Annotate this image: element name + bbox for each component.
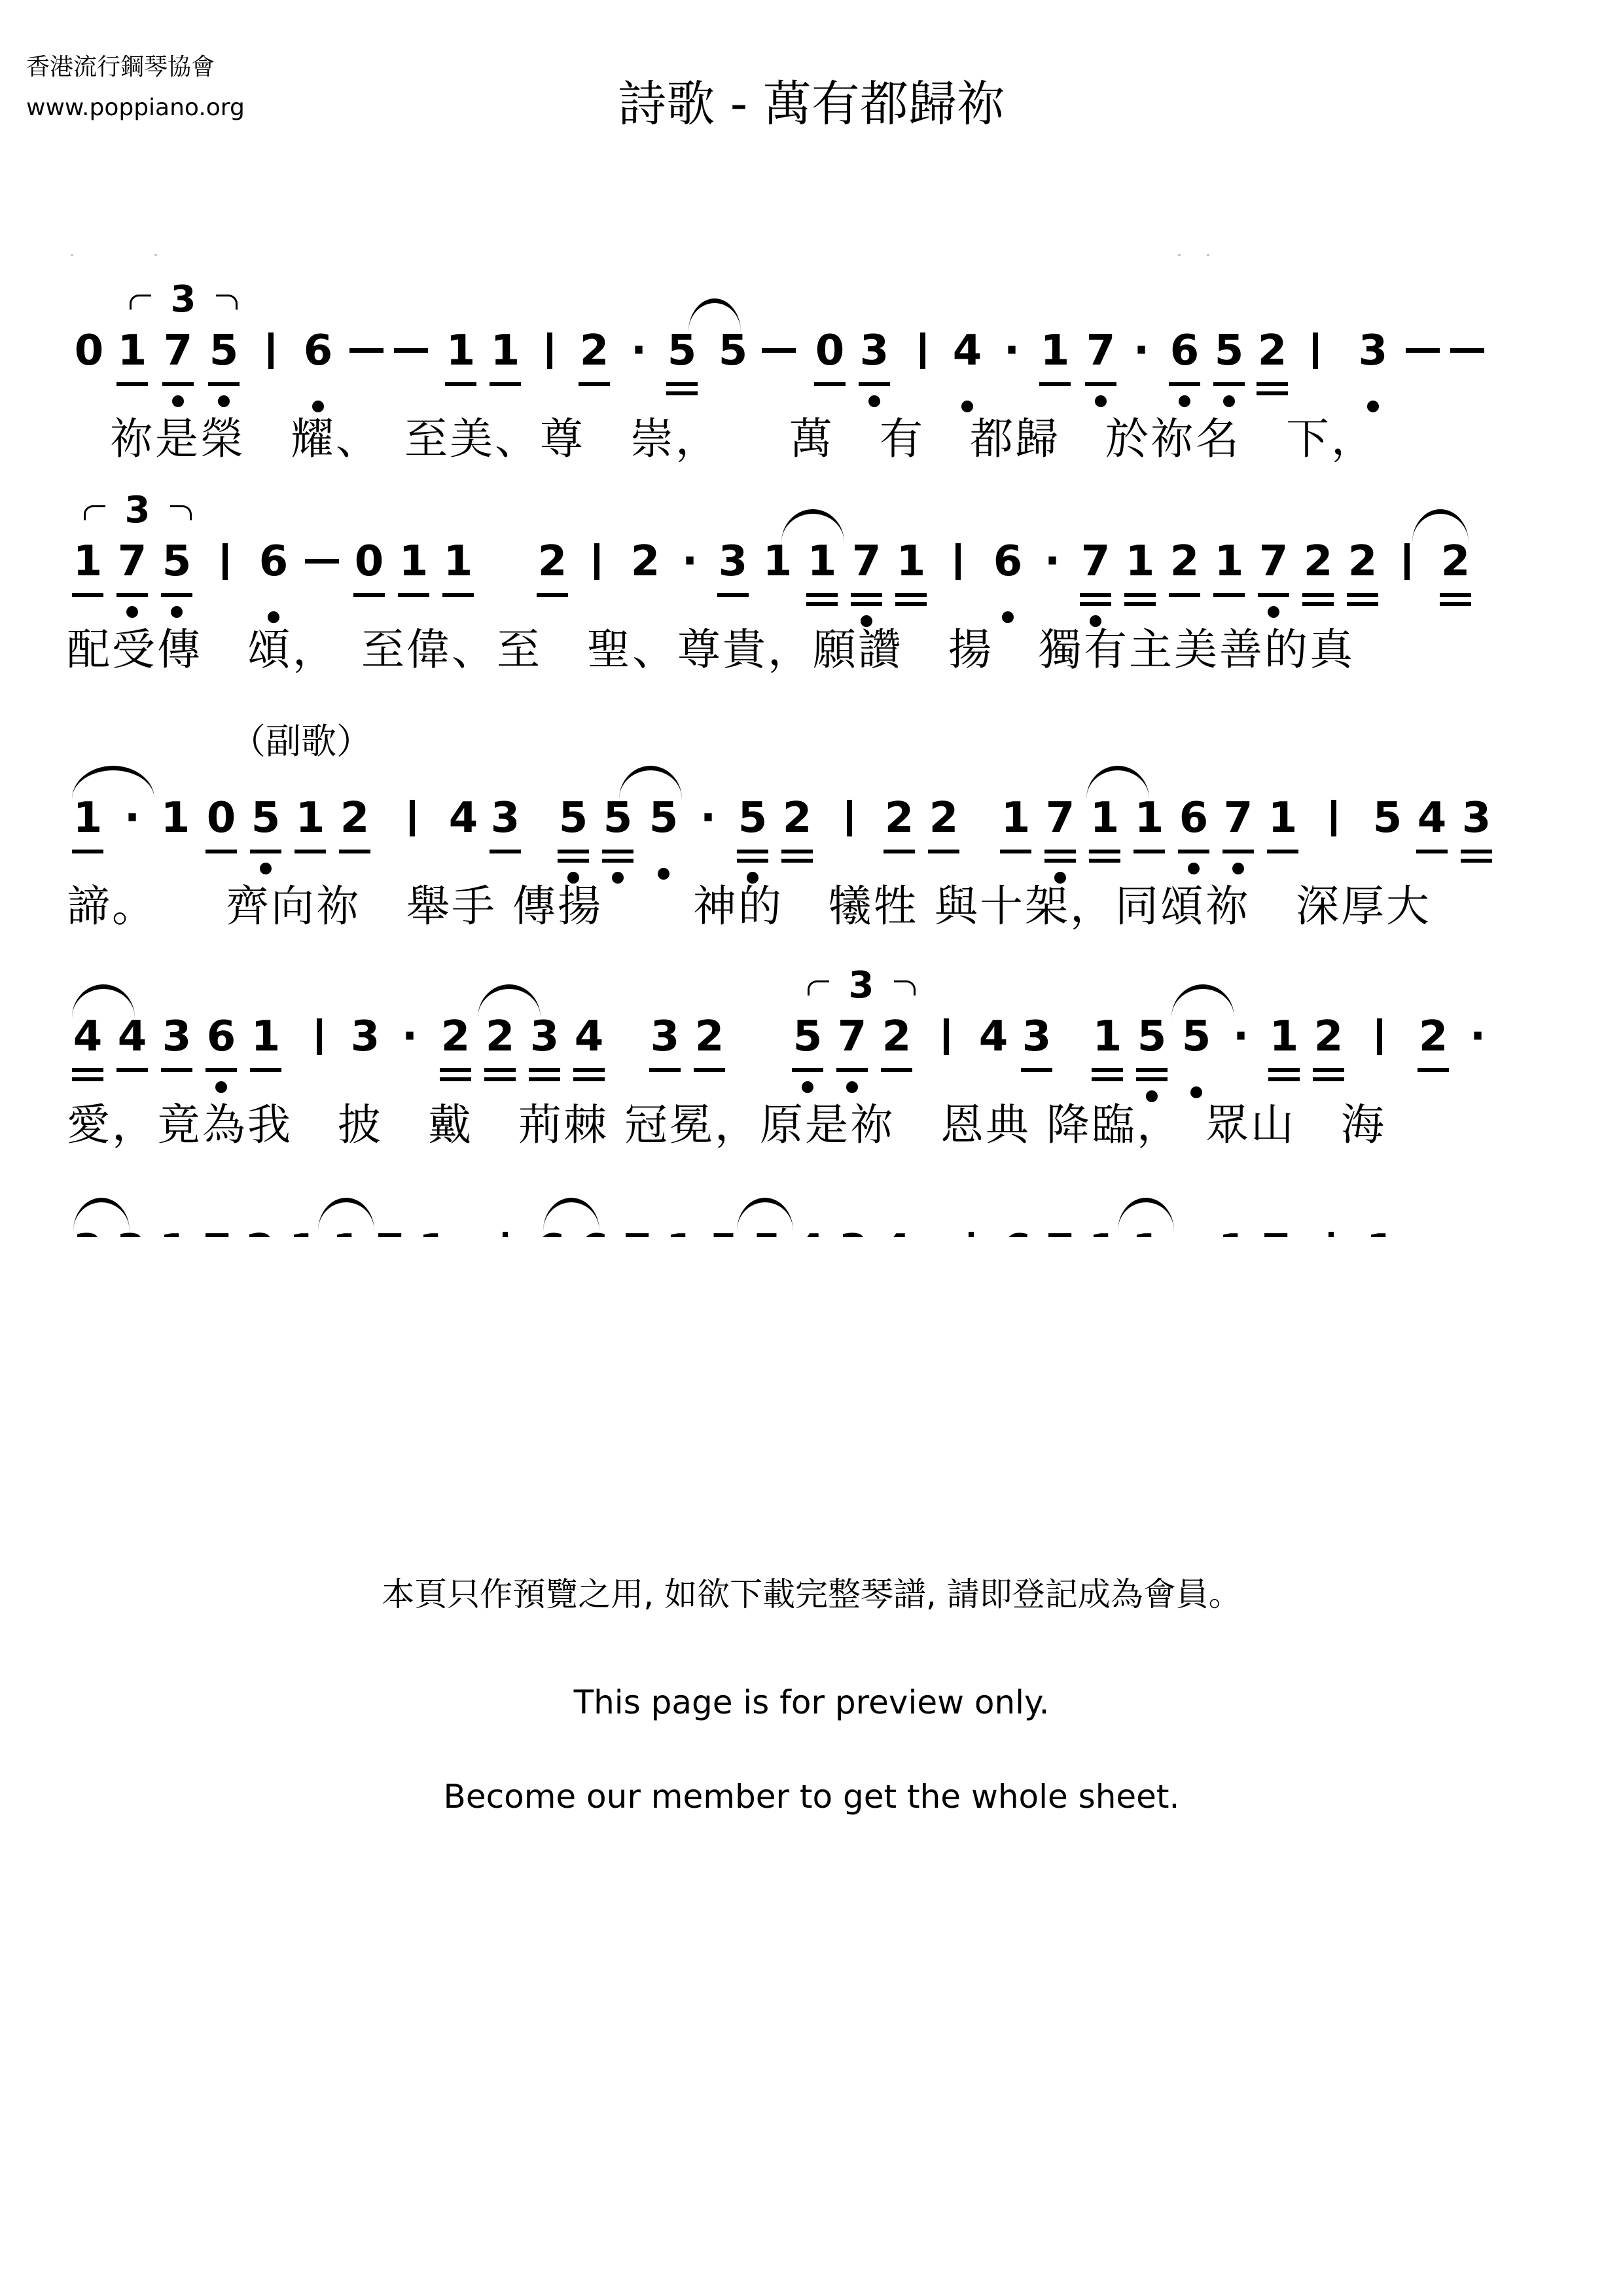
lyrics-line-1: 祢是榮 耀、 至美、尊 崇， 萬 有 都歸 於祢名 下， bbox=[110, 414, 1376, 464]
note: 7 bbox=[1077, 541, 1114, 583]
brand-url: www.poppiano.org bbox=[26, 94, 245, 121]
dash bbox=[394, 348, 428, 353]
note: 1 bbox=[69, 797, 106, 839]
note: 1 bbox=[1211, 541, 1247, 583]
note: 3 bbox=[1355, 330, 1391, 372]
brand-name: 香港流行鋼琴協會 bbox=[26, 54, 215, 81]
note: 6 bbox=[255, 541, 292, 583]
preview-cutoff-mask bbox=[0, 1237, 1623, 1512]
note: 1 bbox=[804, 541, 840, 583]
note: 1 bbox=[1089, 1016, 1126, 1058]
note: 5 bbox=[718, 327, 748, 375]
note: · bbox=[1469, 1013, 1486, 1061]
note: 0 bbox=[351, 541, 387, 583]
note: 1 bbox=[762, 537, 793, 586]
note: 5 bbox=[1178, 1016, 1215, 1058]
note: 0 bbox=[74, 327, 104, 375]
note: 2 bbox=[437, 1016, 474, 1058]
note: 1 bbox=[395, 541, 432, 583]
note: 5 bbox=[664, 330, 700, 372]
note: 1 bbox=[440, 541, 476, 583]
note: 1 bbox=[1264, 797, 1301, 839]
triplet-bracket-right bbox=[894, 980, 916, 996]
note: · bbox=[401, 1013, 418, 1061]
triplet-bracket-left bbox=[84, 505, 105, 520]
note: 1 bbox=[487, 330, 524, 372]
note: 5 bbox=[734, 797, 771, 839]
note: 2 bbox=[1254, 330, 1291, 372]
note: · bbox=[1232, 1013, 1249, 1061]
dash bbox=[1406, 348, 1440, 353]
note: 1 bbox=[160, 794, 190, 842]
barline bbox=[1404, 543, 1410, 580]
note: 2 bbox=[878, 1016, 915, 1058]
notes-line-3 bbox=[0, 749, 1623, 873]
note: 2 bbox=[1344, 541, 1381, 583]
note: 1 bbox=[69, 541, 106, 583]
barline bbox=[547, 332, 552, 369]
barline bbox=[1313, 332, 1318, 369]
note: 5 bbox=[555, 797, 592, 839]
note: · bbox=[1133, 327, 1150, 375]
note: 3 bbox=[1018, 1016, 1055, 1058]
barline bbox=[317, 1018, 322, 1055]
note: 2 bbox=[1310, 1016, 1347, 1058]
note: 3 bbox=[487, 797, 524, 839]
note: 1 bbox=[442, 330, 479, 372]
barline bbox=[268, 332, 274, 369]
note: 1 bbox=[1086, 797, 1123, 839]
notes-line-2 bbox=[0, 489, 1623, 617]
barline bbox=[847, 800, 852, 836]
note: 7 bbox=[848, 541, 885, 583]
note: 6 bbox=[300, 330, 336, 372]
note: 4 bbox=[949, 330, 986, 372]
note: · bbox=[630, 327, 647, 375]
note: 2 bbox=[1437, 541, 1474, 583]
note: 1 bbox=[1266, 1016, 1302, 1058]
note: 4 bbox=[448, 794, 478, 842]
barline bbox=[594, 543, 599, 580]
notes-line-1 bbox=[0, 278, 1623, 406]
note: 4 bbox=[69, 1016, 106, 1058]
lyrics-line-3: 諦。 齊向祢 舉手 傳揚 神的 犧牲 與十架，同頌祢 深厚大 bbox=[67, 881, 1431, 931]
note: · bbox=[681, 537, 698, 586]
note: 7 bbox=[834, 1016, 870, 1058]
scan-specks bbox=[0, 254, 1623, 267]
triplet-bracket-right bbox=[170, 505, 192, 520]
triplet-bracket-right bbox=[216, 295, 238, 310]
note: 3 bbox=[526, 1016, 563, 1058]
note: 2 bbox=[881, 797, 918, 839]
note: 6 bbox=[1175, 797, 1212, 839]
barline bbox=[944, 1018, 949, 1055]
preview-notice-chinese: 本頁只作預覽之用, 如欲下載完整琴譜, 請即登記成為會員。 bbox=[382, 1575, 1241, 1613]
note: 2 bbox=[691, 1016, 728, 1058]
note: 5 bbox=[205, 330, 242, 372]
note: 2 bbox=[534, 541, 571, 583]
note: 5 bbox=[599, 797, 636, 839]
note: 1 bbox=[114, 330, 151, 372]
note: 7 bbox=[114, 541, 151, 583]
note: 7 bbox=[1255, 541, 1292, 583]
note: 1 bbox=[247, 1016, 284, 1058]
preview-notice-english-2: Become our member to get the whole sheet. bbox=[443, 1778, 1180, 1816]
note: 7 bbox=[1042, 797, 1079, 839]
preview-notice-english-1: This page is for preview only. bbox=[573, 1683, 1050, 1721]
triplet-mark: 3 bbox=[124, 489, 151, 531]
note: 3 bbox=[647, 1016, 683, 1058]
note: 5 bbox=[247, 797, 284, 839]
note: 2 bbox=[482, 1016, 518, 1058]
note: 3 bbox=[715, 541, 751, 583]
note: · bbox=[1044, 537, 1061, 586]
note: 3 bbox=[350, 1013, 380, 1061]
note: 4 bbox=[571, 1016, 607, 1058]
barline bbox=[410, 800, 415, 836]
note: 2 bbox=[336, 797, 373, 839]
note: 5 bbox=[1211, 330, 1247, 372]
note: 2 bbox=[630, 537, 660, 586]
note: 5 bbox=[1133, 1016, 1170, 1058]
barline bbox=[955, 543, 961, 580]
note: 1 bbox=[1122, 541, 1158, 583]
lyrics-line-2: 配受傳 頌， 至偉、至 聖、尊貴，願讚 揚 獨有主美善的真 bbox=[67, 624, 1355, 675]
note: 5 bbox=[158, 541, 195, 583]
barline bbox=[920, 332, 925, 369]
barline bbox=[223, 543, 228, 580]
note: 6 bbox=[990, 541, 1026, 583]
note: 5 bbox=[645, 797, 682, 839]
note: 1 bbox=[893, 541, 929, 583]
dash bbox=[1450, 348, 1484, 353]
note: 5 bbox=[789, 1016, 826, 1058]
barline bbox=[1377, 1018, 1382, 1055]
triplet-bracket-left bbox=[130, 295, 151, 310]
note: 3 bbox=[856, 330, 893, 372]
triplet-bracket-left bbox=[808, 980, 829, 996]
note: 2 bbox=[1166, 541, 1203, 583]
note: 1 bbox=[292, 797, 329, 839]
note: 4 bbox=[1414, 797, 1450, 839]
page-title: 詩歌 - 萬有都歸祢 bbox=[618, 76, 1005, 132]
note: 3 bbox=[158, 1016, 195, 1058]
dash bbox=[349, 348, 383, 353]
note: · bbox=[700, 794, 717, 842]
chorus-label: （副歌） bbox=[230, 721, 372, 762]
note: 2 bbox=[779, 797, 815, 839]
dash bbox=[762, 348, 796, 353]
note: 2 bbox=[1300, 541, 1336, 583]
note: 1 bbox=[1037, 330, 1073, 372]
note: · bbox=[1003, 327, 1020, 375]
note: 2 bbox=[1415, 1016, 1452, 1058]
dash bbox=[305, 559, 339, 564]
note: · bbox=[124, 794, 141, 842]
triplet-mark: 3 bbox=[170, 278, 196, 321]
note: 6 bbox=[1166, 330, 1203, 372]
lyrics-line-4: 愛，竟為我 披 戴 荊棘 冠冕，原是祢 恩典 降臨， 眾山 海 bbox=[67, 1100, 1386, 1150]
note: 0 bbox=[203, 797, 240, 839]
note: 3 bbox=[1458, 797, 1495, 839]
note: 7 bbox=[1220, 797, 1257, 839]
note: 4 bbox=[978, 1013, 1008, 1061]
barline bbox=[1331, 800, 1336, 836]
note: 4 bbox=[114, 1016, 151, 1058]
note: 1 bbox=[1131, 797, 1168, 839]
note: 7 bbox=[160, 330, 196, 372]
note: 7 bbox=[1082, 330, 1119, 372]
triplet-mark: 3 bbox=[848, 964, 874, 1007]
note: 1 bbox=[997, 797, 1034, 839]
note: 2 bbox=[576, 330, 613, 372]
note: 6 bbox=[203, 1016, 240, 1058]
note: 0 bbox=[812, 330, 848, 372]
note: 2 bbox=[925, 797, 962, 839]
note: 5 bbox=[1372, 794, 1402, 842]
notes-line-4 bbox=[0, 964, 1623, 1092]
